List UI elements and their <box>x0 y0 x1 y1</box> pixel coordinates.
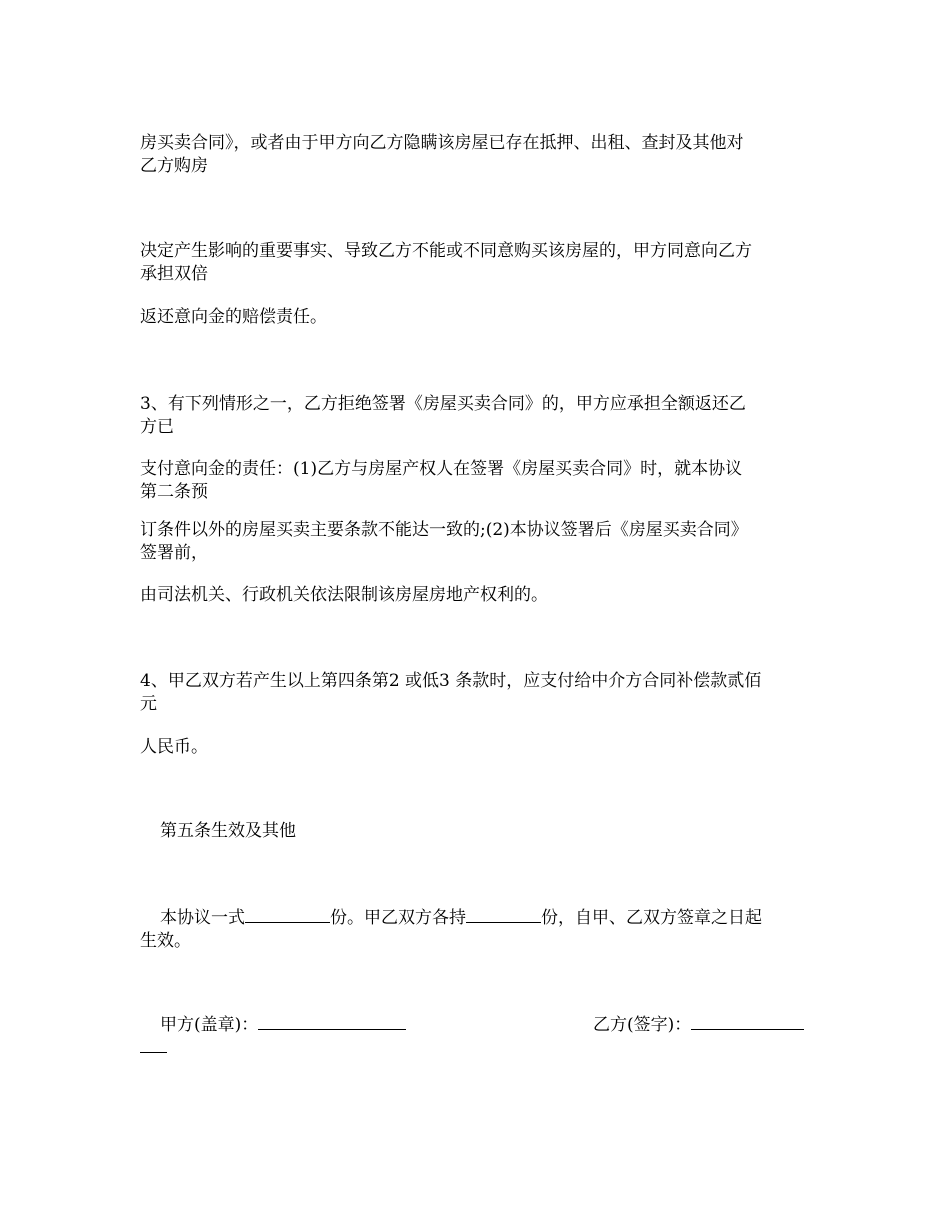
party-b-label: 乙方(签字)： <box>593 1015 692 1035</box>
party-a-signature-line <box>258 1013 406 1030</box>
text-line: 返还意向金的赔偿责任。 <box>140 307 327 327</box>
signature-line-continuation <box>140 1052 167 1053</box>
paragraph-currency <box>140 736 815 759</box>
text-line: 订条件以外的房屋买卖主要条款不能达一致的;(2)本协议签署后《房屋买卖合同》 <box>140 520 748 540</box>
text-line <box>140 906 815 930</box>
text-line: 支付意向金的责任：(1)乙方与房屋产权人在签署《房屋买卖合同》时，就本协议 <box>140 459 743 479</box>
text-line: 生效。 <box>140 931 191 951</box>
text-fragment: 份。甲乙双方各持 <box>330 908 466 928</box>
section-title-text: 第五条生效及其他 <box>160 821 296 841</box>
party-b-signature-line <box>691 1013 804 1030</box>
paragraph-refund-liability <box>140 306 815 329</box>
text-fragment: 本协议一式 <box>160 908 245 928</box>
text-line: 方已 <box>140 417 174 437</box>
party-a-signature <box>160 1013 406 1037</box>
text-line: 房买卖合同》，或者由于甲方向乙方隐瞒该房屋已存在抵押、出租、查封及其他对 <box>140 133 744 153</box>
text-line: 元 <box>140 694 157 714</box>
text-fragment: 份，自甲、乙双方签章之日起 <box>541 908 762 928</box>
paragraph-clause-4 <box>140 670 815 716</box>
text-line: 由司法机关、行政机关依法限制该房屋房地产权利的。 <box>140 585 548 605</box>
paragraph-effectiveness <box>140 906 815 953</box>
paragraph-contract-clause <box>140 132 815 178</box>
party-a-label: 甲方(盖章)： <box>160 1015 259 1035</box>
text-line: 乙方购房 <box>140 156 208 176</box>
section-title <box>160 820 835 843</box>
text-line: 决定产生影响的重要事实、导致乙方不能或不同意购买该房屋的，甲方同意向乙方 <box>140 241 752 261</box>
copies-blank <box>245 906 330 923</box>
paragraph-clause-3-conditions <box>140 458 815 504</box>
paragraph-legal-restriction <box>140 584 815 607</box>
text-line: 人民币。 <box>140 737 208 757</box>
text-line: 承担双倍 <box>140 264 208 284</box>
text-line: 3、有下列情形之一，乙方拒绝签署《房屋买卖合同》的，甲方应承担全额返还乙 <box>140 394 746 414</box>
copies-each-blank <box>466 906 541 923</box>
text-line: 4、甲乙双方若产生以上第四条第2 或低3 条款时，应支付给中介方合同补偿款贰佰 <box>140 671 762 691</box>
party-b-signature <box>593 1013 804 1037</box>
paragraph-clause-3-terms <box>140 519 815 565</box>
text-line: 第二条预 <box>140 482 208 502</box>
text-line: 签署前， <box>140 543 208 563</box>
paragraph-material-facts <box>140 240 815 286</box>
paragraph-clause-3 <box>140 393 815 439</box>
